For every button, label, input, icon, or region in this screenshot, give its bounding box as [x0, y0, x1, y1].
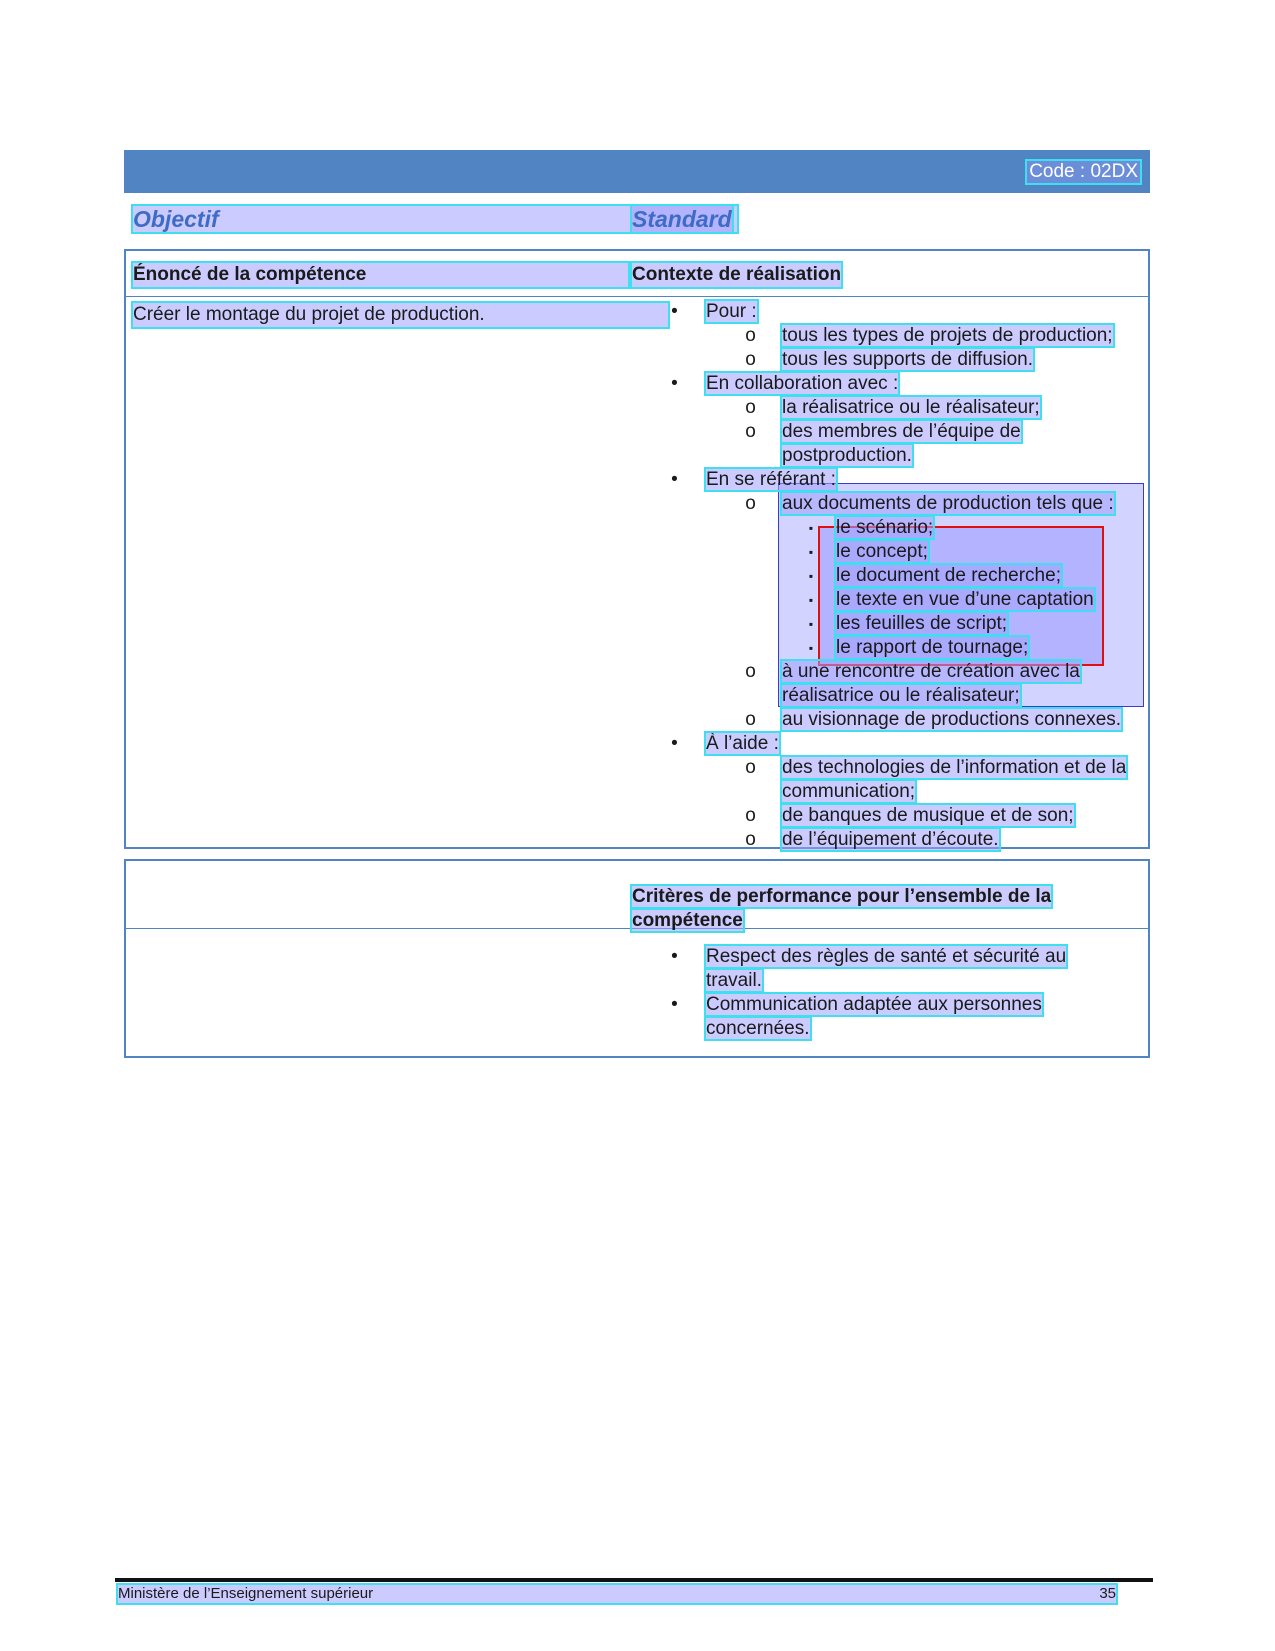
document-item: ▪ le texte en vue d’une captation: [808, 589, 1094, 610]
page-number: 35: [1099, 1585, 1116, 1602]
list-item: • En collaboration avec : o la réalisatrice ou le réalisateur; o des membres de l’équipe de postproduction.: [668, 372, 1140, 468]
ministry-name: Ministère de l’Enseignement supérieur: [118, 1585, 374, 1602]
list-item: • À l’aide : o des technologies de l’information et de la communication; o de banques de musique et de son; o de l’équipement d’écoute.: [668, 732, 1140, 852]
document-item: ▪ le rapport de tournage;: [808, 637, 1029, 658]
list-item: o de banques de musique et de son;: [745, 805, 1074, 826]
program-code: Code : 02DX: [1029, 161, 1138, 182]
competence-statement: Créer le montage du projet de production.: [133, 303, 668, 327]
list-item: o tous les types de projets de production;: [745, 325, 1113, 346]
list-item: o à une rencontre de création avec la réalisatrice ou le réalisateur;: [745, 661, 1080, 706]
contexte-header: Contexte de réalisation: [632, 264, 842, 285]
list-item: • Pour : o tous les types de projets de production; o tous les supports de diffusion.: [668, 300, 1140, 372]
list-item: • En se référant : o aux documents de production tels que : ▪ le scénario; ▪ le concept; ▪ le document de recherche; ▪ le texte en vue d’une captation ▪ les feuilles de script; ▪ le rapport de tournage; o à une rencontre de création avec la réalisatrice ou le réalisateur; o au visionnage de productions connexes.: [668, 468, 1140, 732]
list-item: o tous les supports de diffusion.: [745, 349, 1034, 370]
footer: [118, 1585, 1116, 1603]
document-item: ▪ les feuilles de script;: [808, 613, 1008, 634]
objectif-title: Objectif: [133, 206, 737, 232]
list-item: o aux documents de production tels que : ▪ le scénario; ▪ le concept; ▪ le document de recherche; ▪ le texte en vue d’une captation ▪ les feuilles de script; ▪ le rapport de tournage;: [744, 492, 1140, 660]
document-item: ▪ le scénario;: [808, 517, 934, 538]
list-item: • Respect des règles de santé et sécurité au travail.: [671, 946, 1067, 991]
list-item: o des membres de l’équipe de postproduction.: [745, 421, 1021, 466]
context-list: [668, 300, 1140, 852]
document-item: ▪ le concept;: [808, 541, 928, 562]
header-separator: [126, 296, 1148, 297]
standard-title: Standard: [632, 206, 732, 232]
list-item: o des technologies de l’information et de la communication;: [745, 757, 1127, 802]
list-item: o la réalisatrice ou le réalisateur;: [745, 397, 1040, 418]
criteria-header: Critères de performance pour l’ensemble de la compétence: [632, 886, 1052, 931]
list-item: o de l’équipement d’écoute.: [745, 829, 999, 850]
list-item: • Communication adaptée aux personnes concernées.: [671, 994, 1042, 1039]
document-item: ▪ le document de recherche;: [808, 565, 1061, 586]
header-band: [124, 150, 1150, 193]
list-item: o au visionnage de productions connexes.: [745, 709, 1122, 730]
footer-rule: [115, 1578, 1153, 1582]
criteria-list: [668, 945, 1140, 1041]
enonce-header: Énoncé de la compétence: [133, 263, 628, 287]
